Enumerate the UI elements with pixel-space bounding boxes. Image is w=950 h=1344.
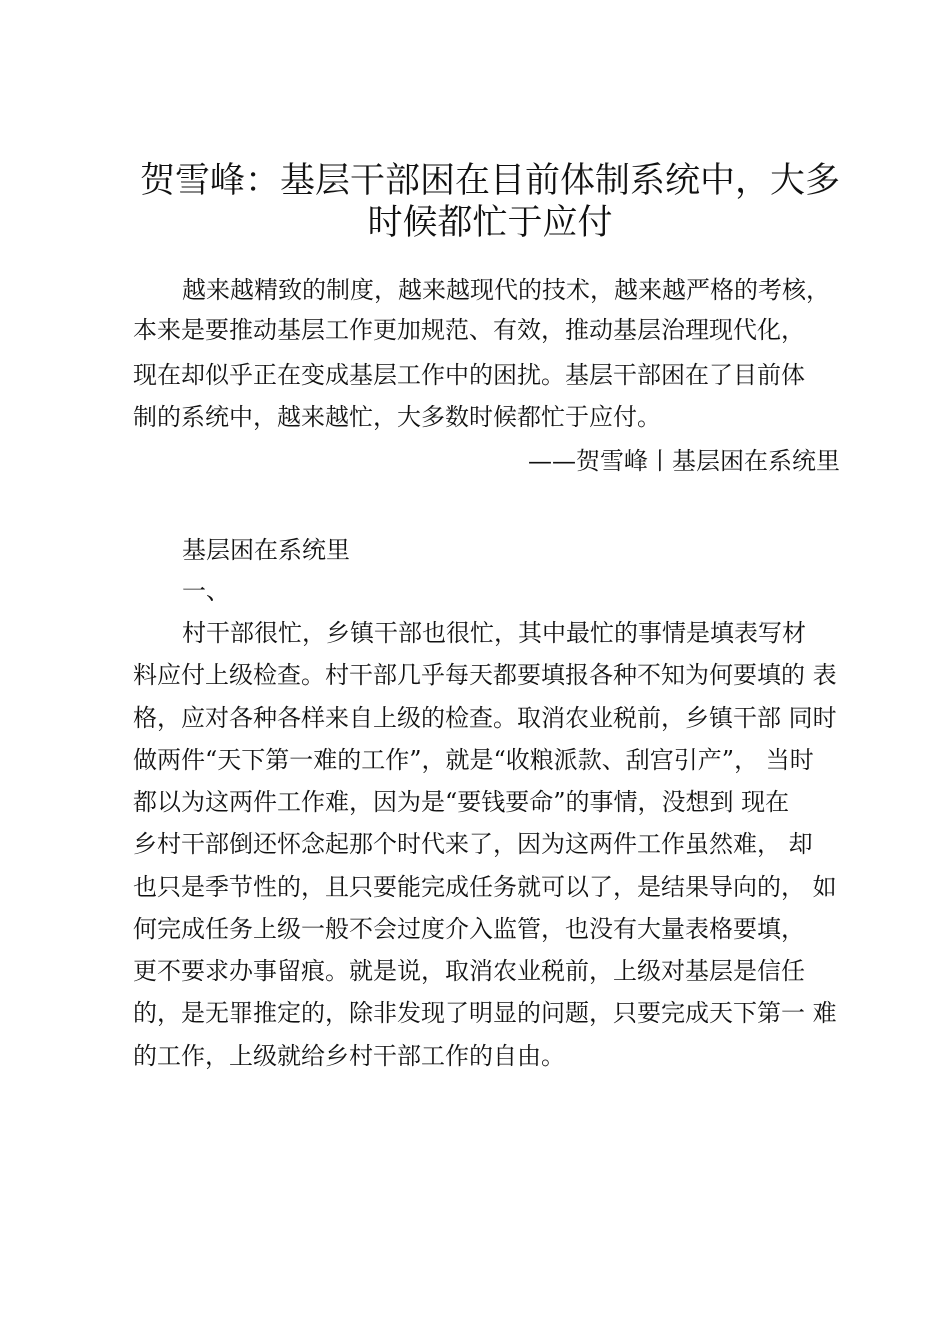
intro-line-4: 制的系统中，越来越忙，大多数时候都忙于应付。	[133, 403, 661, 431]
body-line-6: 乡村干部倒还怀念起那个时代来了，因为这两件工作虽然难， 却	[133, 830, 813, 858]
intro-line-3: 现在却似乎正在变成基层工作中的困扰。基层干部困在了目前体	[133, 361, 805, 389]
section-number: 一、	[182, 577, 230, 605]
section-heading: 基层困在系统里	[182, 536, 350, 564]
body-line-11: 的工作，上级就给乡村干部工作的自由。	[133, 1042, 565, 1070]
article-title	[95, 160, 885, 244]
body-line-3: 格，应对各种各样来自上级的检查。取消农业税前，乡镇干部 同时	[133, 704, 837, 732]
title-line-1: 贺雪峰：基层干部困在目前体制系统中，大多	[139, 161, 840, 201]
body-line-9: 更不要求办事留痕。就是说，取消农业税前，上级对基层是信任	[133, 957, 805, 985]
body-line-4: 做两件“天下第一难的工作”，就是“收粮派款、刮宫引产”， 当时	[133, 746, 814, 774]
body-line-7: 也只是季节性的，且只要能完成任务就可以了，是结果导向的， 如	[133, 873, 837, 901]
body-line-5: 都以为这两件工作难，因为是“要钱要命”的事情，没想到 现在	[133, 788, 790, 816]
intro-line-1: 越来越精致的制度，越来越现代的技术，越来越严格的考核，	[182, 276, 830, 304]
body-line-8: 何完成任务上级一般不会过度介入监管，也没有大量表格要填，	[133, 915, 805, 943]
intro-line-2: 本来是要推动基层工作更加规范、有效，推动基层治理现代化，	[133, 316, 805, 344]
body-line-2: 料应付上级检查。村干部几乎每天都要填报各种不知为何要填的 表	[133, 661, 837, 689]
attribution: ——贺雪峰丨基层困在系统里	[528, 447, 840, 475]
title-line-2: 时候都忙于应付	[367, 203, 613, 243]
body-line-1: 村干部很忙，乡镇干部也很忙，其中最忙的事情是填表写材	[182, 619, 806, 647]
body-line-10: 的，是无罪推定的，除非发现了明显的问题，只要完成天下第一 难	[133, 999, 837, 1027]
